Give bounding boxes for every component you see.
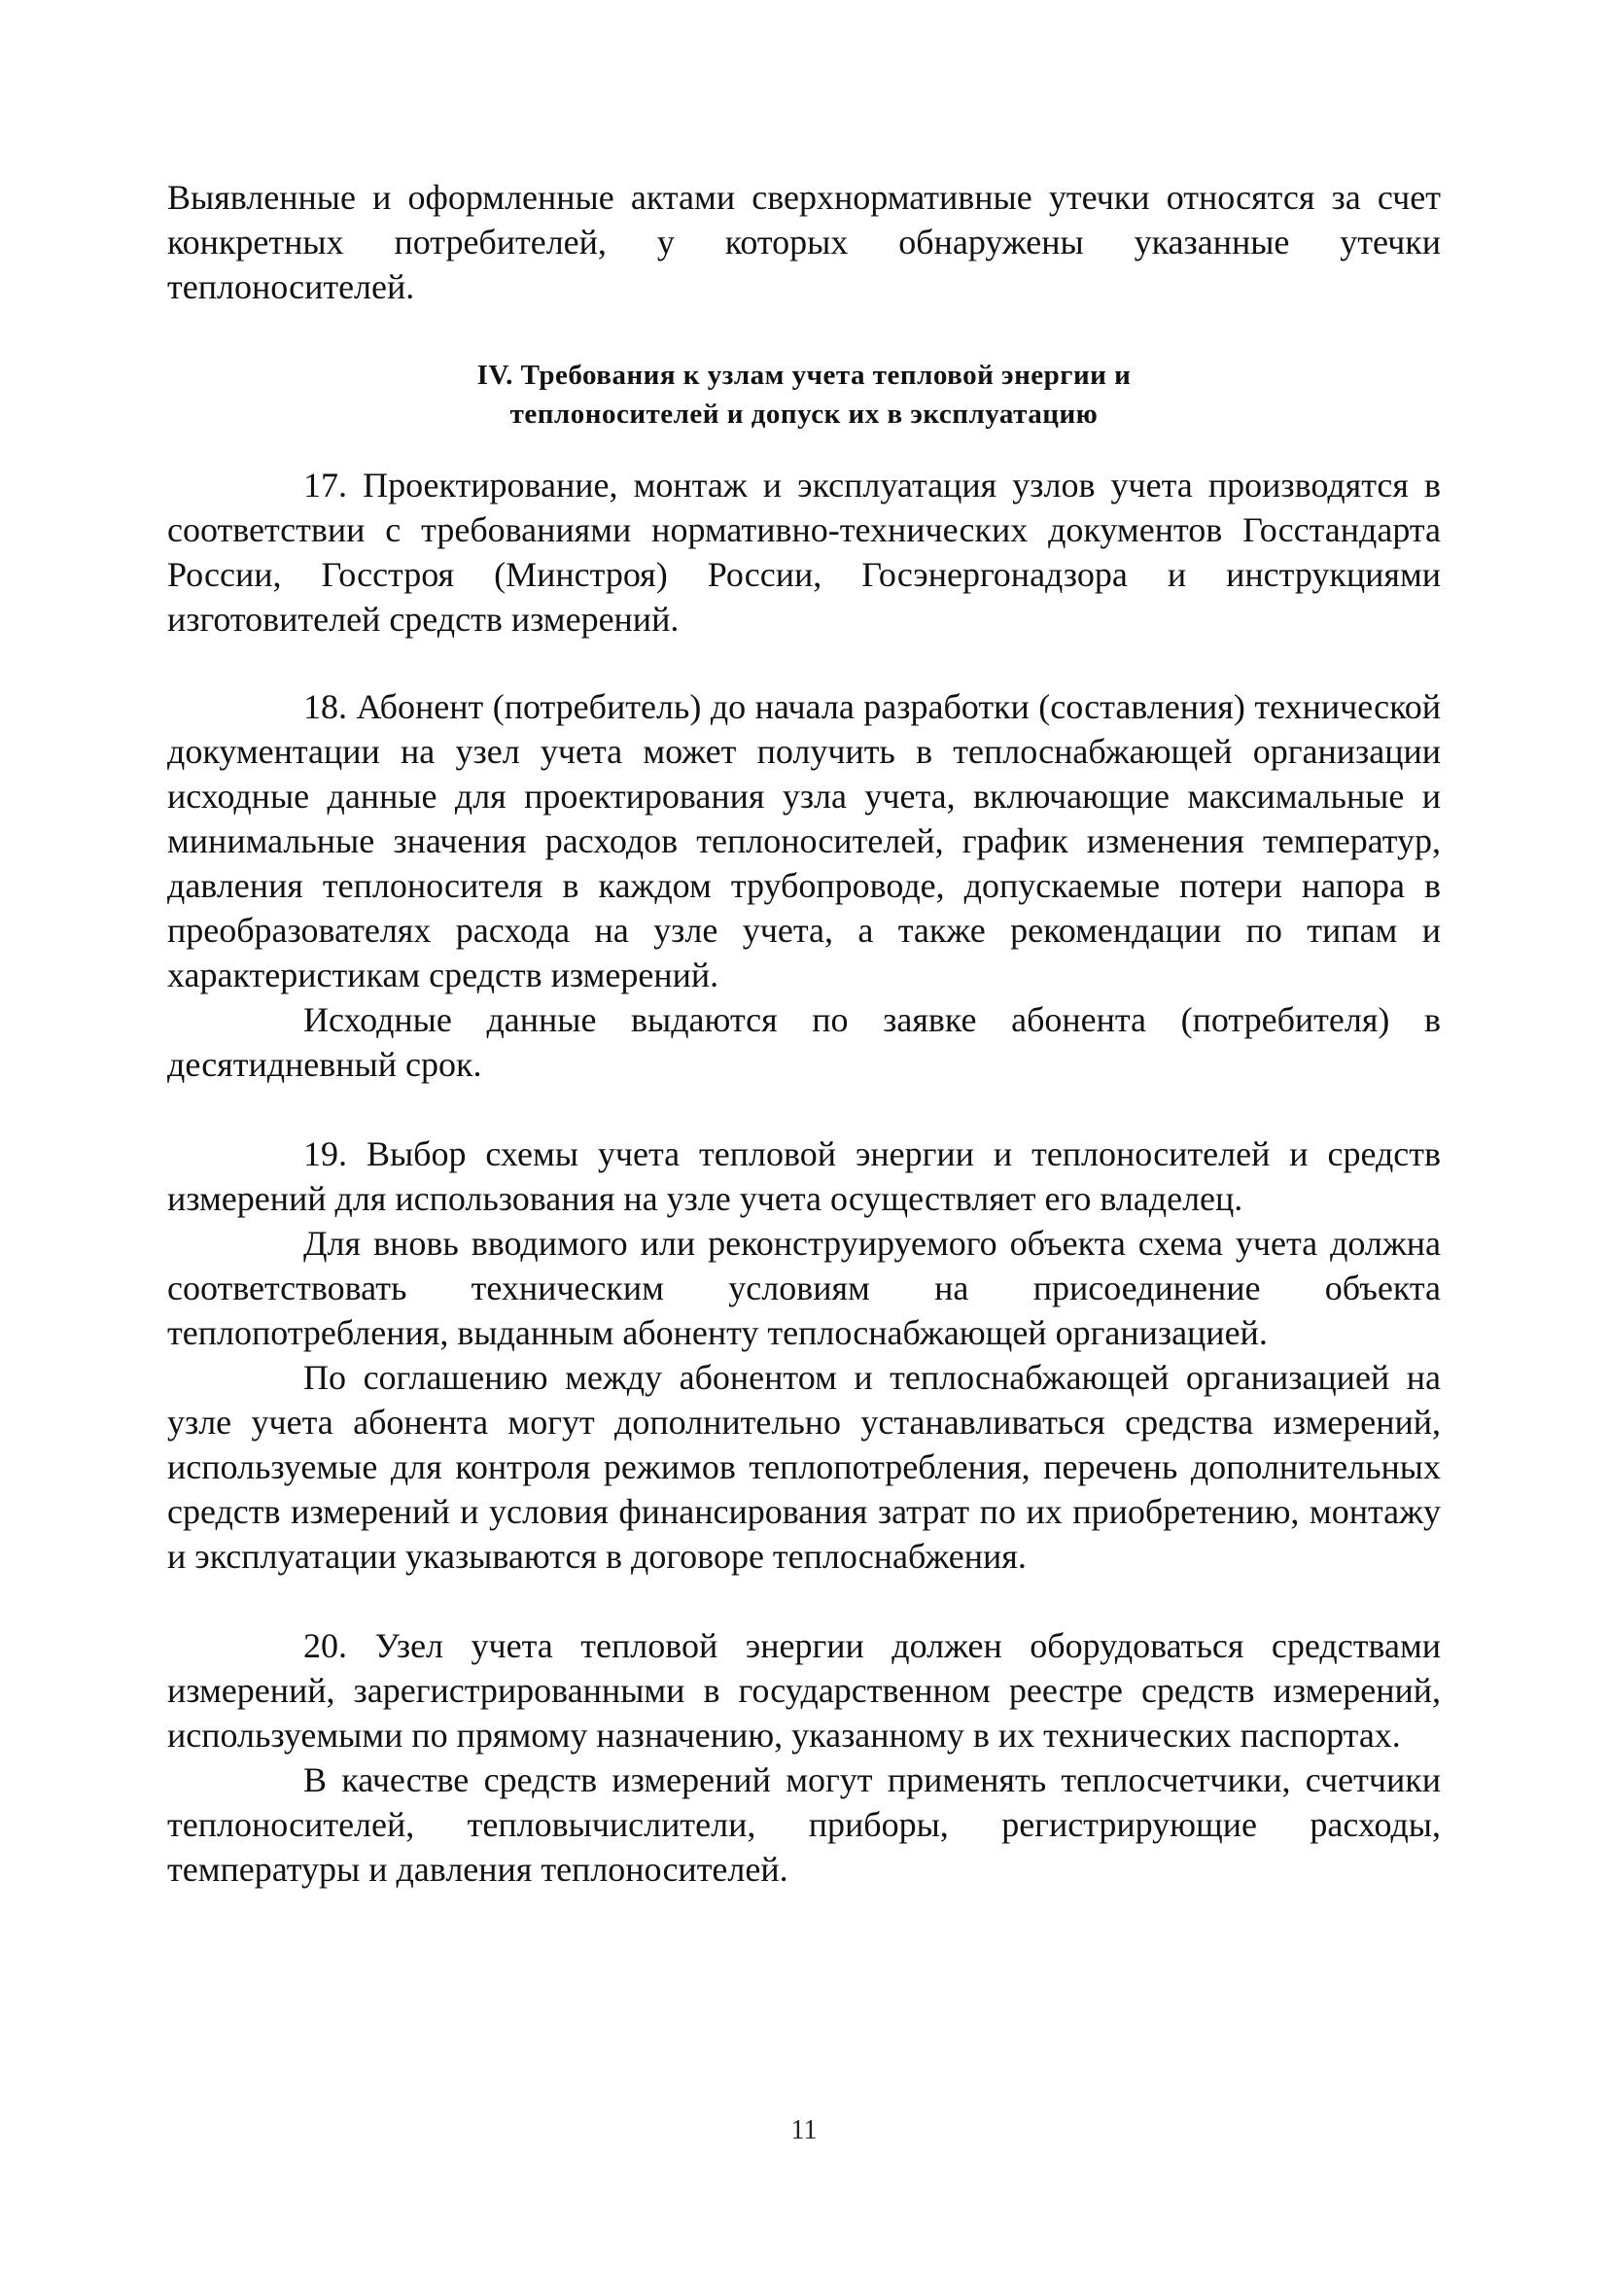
paragraph-18-initial-data: Исходные данные выдаются по заявке абонента (потребителя) в десятидневный срок. [167, 1000, 1441, 1084]
paragraph-20: 20. Узел учета тепловой энергии должен оборудоваться средствами измерений, зарегистрированными в государственном реестре средств измерений, используемыми по прямому назначению, указанному в их технических паспортах. [167, 1626, 1441, 1755]
paragraph-19-new-object: Для вновь вводимого или реконструируемого объекта схема учета должна соответствовать техническим условиям на присоединение объекта теплопотребления, выданным абоненту теплоснабжающей организацией. [167, 1224, 1441, 1352]
paragraph-17: 17. Проектирование, монтаж и эксплуатация узлов учета производятся в соответствии с требованиями нормативно-технических документов Госстандарта России, Госстроя (Минстроя) России, Госэнергонадзора и инструкциями изготовителей средств измерений. [167, 466, 1441, 639]
intro-paragraph: Выявленные и оформленные актами сверхнормативные утечки относятся за счет конкретных потребителей, у которых обнаружены указанные утечки теплоносителей. [167, 178, 1441, 306]
paragraph-19-agreement: По соглашению между абонентом и теплоснабжающей организацией на узле учета абонента могут дополнительно устанавливаться средства измерений, используемые для контроля режимов теплопотребления, перечень дополнительных средств измерений и условия финансирования затрат по их приобретению, монтажу и эксплуатации указываются в договоре теплоснабжения. [167, 1358, 1441, 1576]
section-heading [167, 356, 1441, 434]
paragraph-19: 19. Выбор схемы учета тепловой энергии и теплоносителей и средств измерений для использования на узле учета осуществляет его владелец. [167, 1134, 1441, 1218]
page-number: 11 [790, 2115, 818, 2145]
section-heading-line-2: теплоносителей и допуск их в эксплуатацию [509, 399, 1099, 430]
paragraph-20-instruments: В качестве средств измерений могут применять теплосчетчики, счетчики теплоносителей, тепловычислители, приборы, регистрирующие расходы, температуры и давления теплоносителей. [167, 1760, 1441, 1889]
paragraph-18: 18. Абонент (потребитель) до начала разработки (составления) технической документации на узел учета может получить в теплоснабжающей организации исходные данные для проектирования узла учета, включающие максимальные и минимальные значения расходов теплоносителей, график изменения температур, давления теплоносителя в каждом трубопроводе, допускаемые потери напора в преобразователях расхода на узле учета, а также рекомендации по типам и характеристикам средств измерений. [167, 687, 1441, 994]
document-page [167, 175, 1441, 2236]
section-heading-line-1: IV. Требования к узлам учета тепловой энергии и [476, 360, 1132, 391]
